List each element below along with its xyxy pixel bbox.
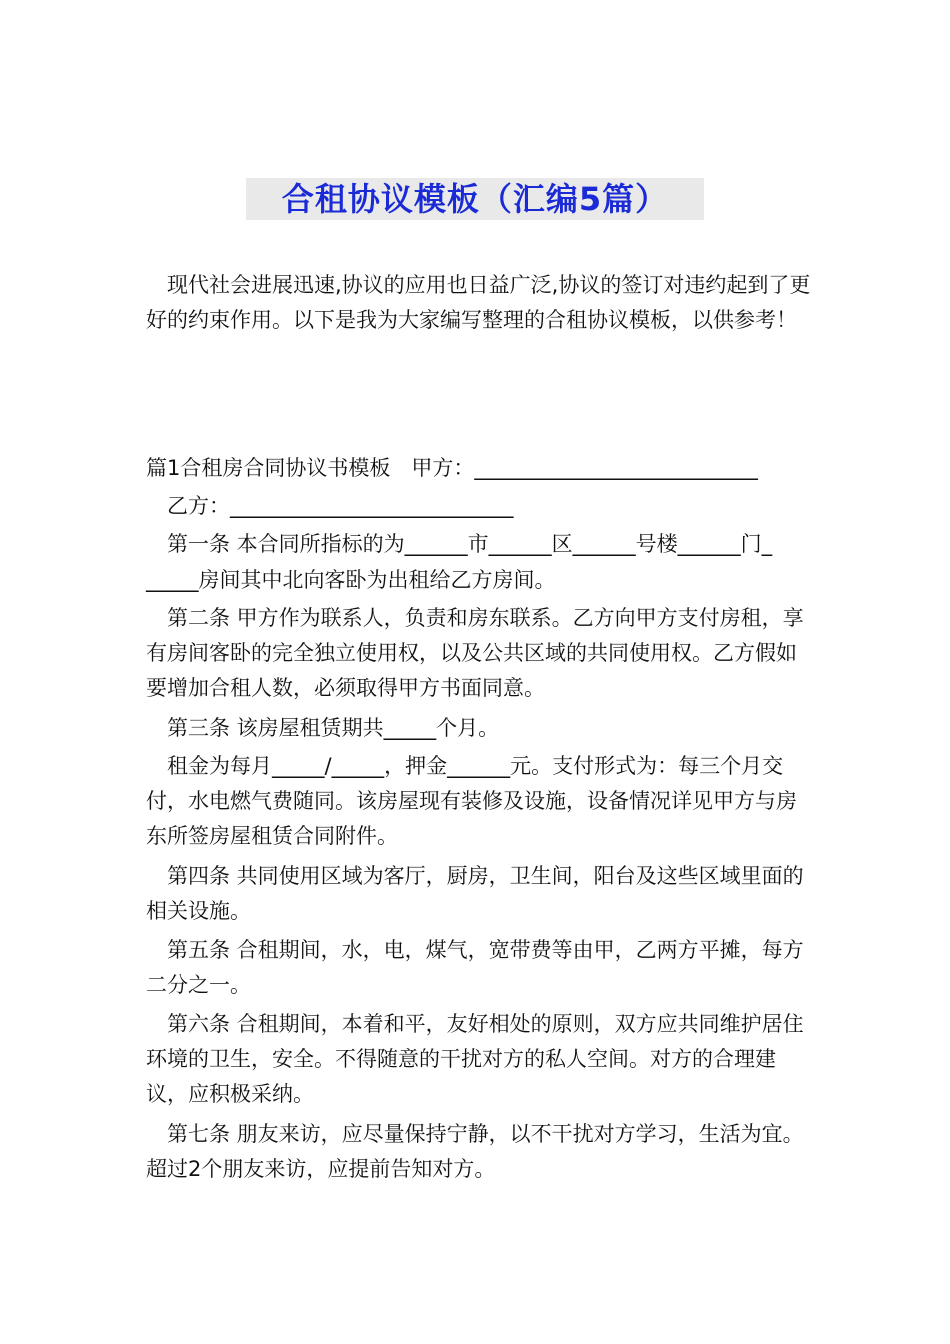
clause-4: 第四条 共同使用区域为客厅，厨房，卫生间，阳台及这些区域里面的相关设施。: [146, 864, 804, 923]
section-heading: 篇1合租房合同协议书模板 甲方：___________________________: [146, 456, 758, 480]
clause-1-line-2: _____房间其中北向客卧为出租给乙方房间。: [146, 568, 556, 592]
clause-3: 第三条 该房屋租赁期共_____个月。: [167, 716, 500, 740]
clause-7: 第七条 朋友来访，应尽量保持宁静，以不干扰对方学习，生活为宜。超过2个朋友来访，应提前告知对方。: [146, 1122, 804, 1181]
party-b-line: 乙方：___________________________: [167, 494, 514, 518]
intro-paragraph: 现代社会进展迅速,协议的应用也日益广泛,协议的签订对违约起到了更好的约束作用。以下是我为大家编写整理的合租协议模板，以供参考！: [146, 273, 811, 332]
clause-1-line-1: 第一条 本合同所指标的为______市______区______号楼______门_: [167, 532, 773, 556]
clause-6: 第六条 合租期间，本着和平，友好相处的原则，双方应共同维护居住环境的卫生，安全。不得随意的干扰对方的私人空间。对方的合理建议，应积极采纳。: [146, 1012, 804, 1106]
rent-paragraph: 租金为每月_____/_____，押金______元。支付形式为：每三个月交付，水电燃气费随同。该房屋现有装修及设施，设备情况详见甲方与房东所签房屋租赁合同附件。: [146, 754, 797, 848]
clause-5: 第五条 合租期间，水，电，煤气，宽带费等由甲，乙两方平摊，每方二分之一。: [146, 938, 804, 997]
title-highlight: [246, 178, 704, 220]
clause-2: 第二条 甲方作为联系人，负责和房东联系。乙方向甲方支付房租，享有房间客卧的完全独立使用权，以及公共区域的共同使用权。乙方假如要增加合租人数，必须取得甲方书面同意。: [146, 606, 804, 700]
page-title: 合租协议模板（汇编5篇）: [281, 180, 669, 218]
